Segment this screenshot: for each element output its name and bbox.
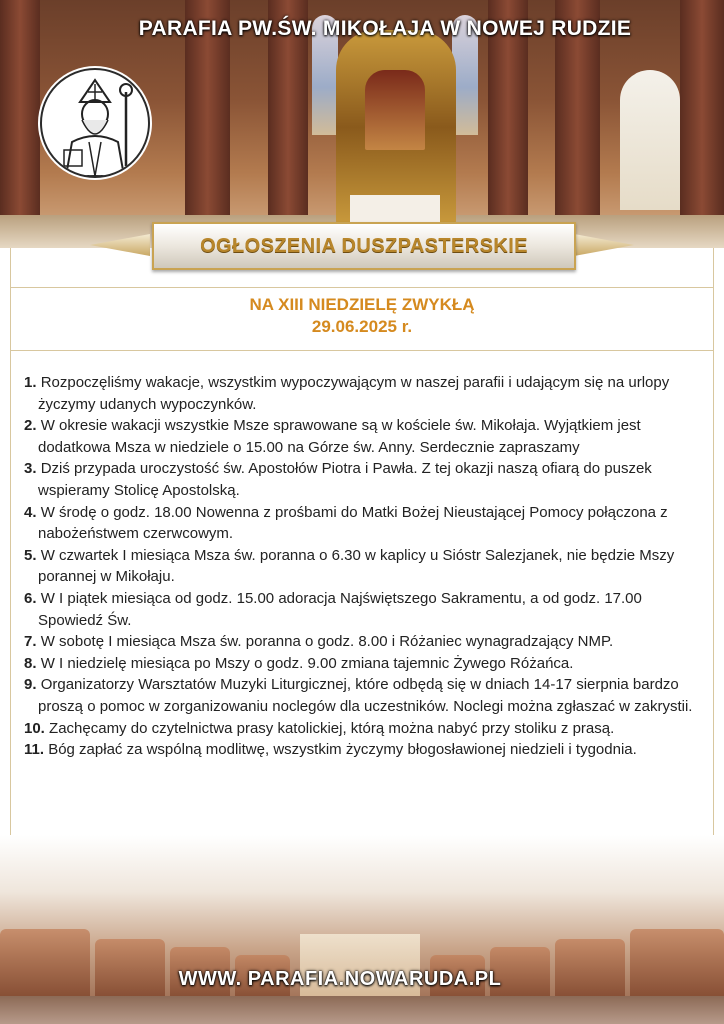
item-number: 11. [24,741,45,759]
item-text: Zachęcamy do czytelnictwa prasy katolickiej, którą można nabyć przy stoliku z prasą. [49,719,615,737]
item-number: 5. [24,546,37,564]
item-text: W I niedzielę miesiąca po Mszy o godz. 9.00 zmiana tajemnic Żywego Różańca. [40,654,574,672]
banner-ribbon-right [574,234,634,256]
item-number: 1. [24,374,37,391]
item-number: 9. [24,676,37,694]
item-text: W okresie wakacji wszystkie Msze sprawowane są w kościele św. Mikołaja. Wyjątkiem jest dodatkowa Msza w niedziele o 15.00 na Górze św. Anny. Serdecznie zapraszamy [38,417,641,456]
sunday-heading [0,294,724,338]
banner-ribbon-left [90,234,150,256]
item-number: 6. [24,589,37,607]
parish-title: PARAFIA PW.ŚW. MIKOŁAJA W NOWEJ RUDZIE [138,17,632,40]
list-item [24,653,704,675]
church-pews-photo [0,835,724,1024]
list-item [24,588,704,631]
item-text: Dziś przypada uroczystość św. Apostołów Piotra i Pawła. Z tej okazji naszą ofiarą do puszek wspieramy Stolicę Apostolską. [38,460,652,499]
item-number: 2. [24,417,37,435]
sunday-date: 29.06.2025 r. [311,317,413,336]
item-text: Organizatorzy Warsztatów Muzyki Liturgicznej, które odbędą się w dniach 14-17 sierpnia bardzo proszą o pomoc w zorganizowaniu noclegów dla uczestników. Noclegi można zgłaszać w zakrystii. [38,676,693,715]
banner-title: OGŁOSZENIA DUSZPASTERSKIE [200,234,528,257]
website-link[interactable]: WWW. PARAFIA.NOWARUDA.PL [178,968,502,990]
item-text: Bóg zapłać za wspólną modlitwę, wszystkim życzymy błogosławionej niedzieli i tygodnia. [48,741,637,759]
side-arch [620,70,680,210]
section-banner [90,218,634,280]
item-number: 3. [24,460,37,478]
item-number: 10. [24,719,45,737]
item-number: 8. [24,654,37,672]
item-text: Rozpoczęliśmy wakacje, wszystkim wypoczywającym w naszej parafii i udającym się na urlopy życzymy udanych wypoczynków. [38,374,670,413]
list-item [24,674,704,717]
list-item [24,718,704,740]
list-item [24,739,704,761]
announcements-list [24,372,704,761]
divider [10,350,714,351]
banner-plate [152,222,576,270]
item-number: 7. [24,633,37,651]
altar-painting [365,70,425,150]
list-item [24,545,704,588]
item-text: W I piątek miesiąca od godz. 15.00 adoracja Najświętszego Sakramentu, a od godz. 17.00 Spowiedź Św. [38,589,642,629]
divider [10,287,714,288]
floor [0,996,724,1024]
list-item [24,502,704,545]
item-number: 4. [24,503,37,521]
sunday-name: NA XIII NIEDZIELĘ ZWYKŁĄ [249,295,475,314]
item-text: W czwartek I miesiąca Msza św. poranna o 6.30 w kaplicy u Sióstr Salezjanek, nie będzie Mszy porannej w Mikołaju. [38,546,675,586]
list-item [24,415,704,458]
item-text: W sobotę I miesiąca Msza św. poranna o godz. 8.00 i Różaniec wynagradzający NMP. [40,633,614,651]
list-item [24,372,704,415]
pillar-left [0,0,40,248]
item-text: W środę o godz. 18.00 Nowenna z prośbami do Matki Bożej Nieustającej Pomocy połączona z nabożeństwem czerwcowym. [38,503,668,543]
list-item [24,458,704,501]
list-item [24,631,704,653]
saint-nicholas-icon [40,68,150,178]
